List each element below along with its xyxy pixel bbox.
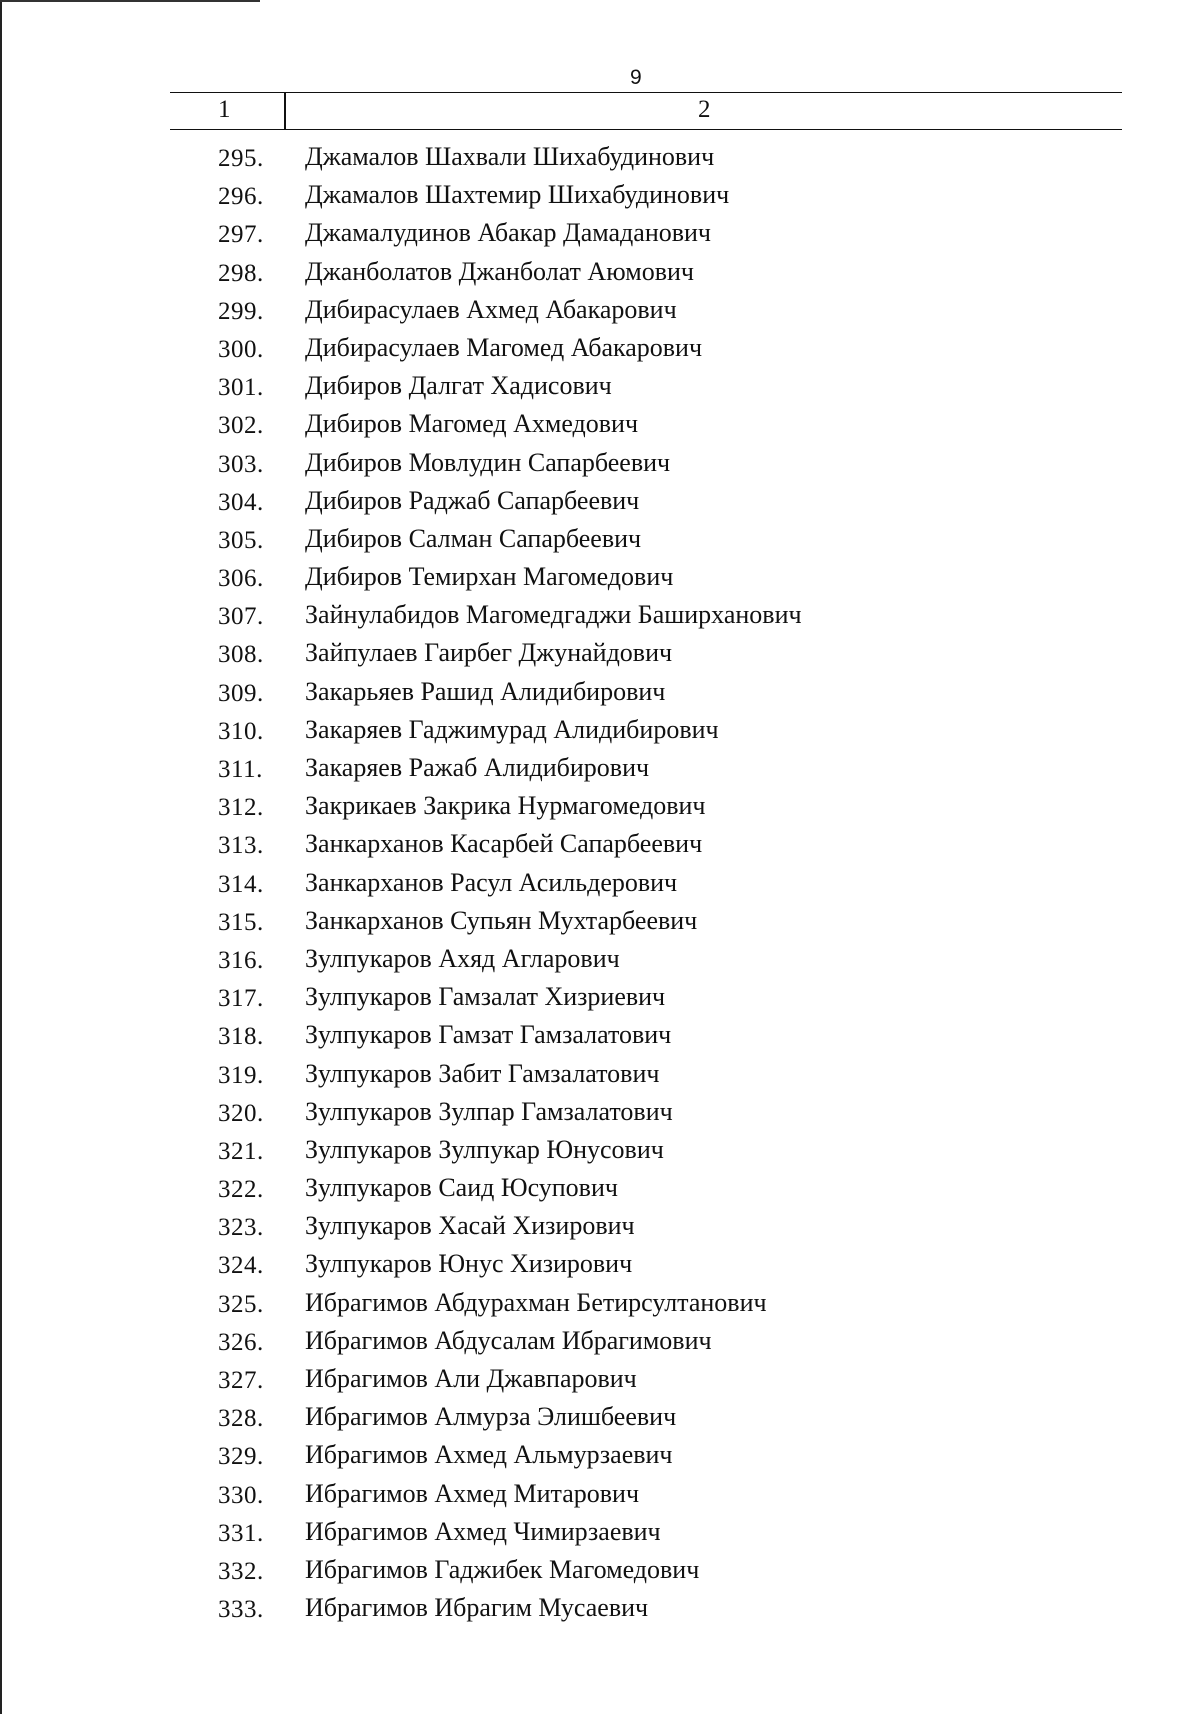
row-number: 325. — [218, 1290, 264, 1318]
list-item — [0, 982, 1200, 1023]
person-name: Ибрагимов Абдурахман Бетирсултанович — [305, 1287, 767, 1317]
row-number: 297. — [218, 221, 264, 249]
person-name: Дибирасулаев Магомед Абакарович — [305, 332, 703, 362]
person-name: Зулпукаров Забит Гамзалатович — [305, 1058, 660, 1088]
list-item — [0, 1325, 1200, 1367]
list-item — [0, 753, 1200, 794]
column-divider — [284, 93, 286, 129]
list-item — [0, 867, 1200, 909]
row-number: 329. — [218, 1443, 264, 1471]
person-name: Джамалов Шахтемир Шихабудинович — [305, 180, 730, 210]
row-number: 324. — [218, 1252, 264, 1280]
row-number: 312. — [218, 794, 264, 822]
row-number: 317. — [218, 985, 264, 1013]
column-2-header: 2 — [698, 96, 711, 123]
list-item — [0, 1440, 1200, 1481]
row-number: 316. — [218, 946, 264, 974]
list-item — [0, 562, 1200, 603]
row-number: 302. — [218, 412, 264, 440]
person-name: Дибиров Далгат Хадисович — [305, 371, 612, 401]
row-number: 333. — [218, 1596, 264, 1624]
list-item — [0, 218, 1200, 259]
person-name: Зулпукаров Ахяд Агларович — [305, 943, 620, 973]
person-name: Ибрагимов Ибрагим Мусаевич — [305, 1593, 649, 1623]
person-name: Занкарханов Касарбей Сапарбеевич — [305, 829, 703, 859]
row-number: 326. — [218, 1328, 264, 1356]
person-name: Зулпукаров Гамзалат Хизриевич — [305, 982, 666, 1012]
person-name: Дибиров Магомед Ахмедович — [305, 409, 639, 439]
person-name: Закрикаев Закрика Нурмагомедович — [305, 791, 706, 821]
row-number: 308. — [218, 641, 264, 669]
table-header — [170, 92, 1122, 130]
list-item — [0, 791, 1200, 832]
person-name: Зайнулабидов Магомедгаджи Баширханович — [305, 600, 802, 630]
row-number: 311. — [218, 756, 263, 783]
row-number: 331. — [218, 1519, 264, 1547]
row-number: 318. — [218, 1023, 264, 1051]
list-item — [0, 142, 1200, 183]
person-name: Дибиров Темирхан Магомедович — [305, 562, 674, 592]
person-name: Зайпулаев Гаирбег Джунайдович — [305, 638, 673, 668]
person-name: Занкарханов Расул Асильдерович — [305, 867, 678, 897]
list-item — [0, 1249, 1200, 1290]
person-name: Ибрагимов Ахмед Альмурзаевич — [305, 1440, 673, 1470]
list-item — [0, 638, 1200, 679]
scan-top-edge — [0, 0, 260, 2]
row-number: 299. — [218, 297, 264, 325]
list-item — [0, 1096, 1200, 1138]
list-item — [0, 485, 1200, 527]
list-item — [0, 256, 1200, 298]
person-name: Закарьяев Рашид Алидибирович — [305, 676, 666, 706]
person-name: Ибрагимов Гаджибек Магомедович — [305, 1554, 700, 1584]
person-name: Джамалов Шахвали Шихабудинович — [305, 142, 715, 171]
list-item — [0, 600, 1200, 641]
list-item — [0, 1478, 1200, 1520]
person-name: Зулпукаров Зулпукар Юнусович — [305, 1134, 664, 1164]
row-number: 295. — [218, 145, 264, 172]
list-item — [0, 1020, 1200, 1061]
list-item — [0, 1554, 1200, 1596]
row-number: 320. — [218, 1099, 264, 1127]
list-item — [0, 1287, 1200, 1329]
person-name: Ибрагимов Ахмед Чимирзаевич — [305, 1516, 661, 1546]
list-item — [0, 943, 1200, 985]
person-name: Дибирасулаев Ахмед Абакарович — [305, 294, 677, 324]
row-number: 328. — [218, 1405, 264, 1433]
row-number: 301. — [218, 374, 264, 402]
person-name: Дибиров Раджаб Сапарбеевич — [305, 485, 640, 515]
person-name: Закаряев Гаджимурад Алидибирович — [305, 714, 719, 744]
list-item — [0, 1593, 1200, 1634]
person-name: Ибрагимов Ахмед Митарович — [305, 1478, 640, 1508]
row-number: 323. — [218, 1214, 264, 1242]
person-name: Занкарханов Супьян Мухтарбеевич — [305, 905, 698, 935]
list-item — [0, 1211, 1200, 1252]
person-name: Джанболатов Джанболат Аюмович — [305, 256, 694, 286]
person-name: Джамалудинов Абакар Дамаданович — [305, 218, 711, 248]
row-number: 315. — [218, 908, 264, 936]
list-item — [0, 1364, 1200, 1405]
row-number: 303. — [218, 450, 264, 478]
list-item — [0, 294, 1200, 336]
row-number: 296. — [218, 183, 264, 211]
list-item — [0, 714, 1200, 756]
list-item — [0, 1402, 1200, 1443]
person-name: Ибрагимов Абдусалам Ибрагимович — [305, 1325, 712, 1355]
row-number: 330. — [218, 1481, 264, 1509]
person-name: Зулпукаров Хасай Хизирович — [305, 1211, 635, 1241]
list-item — [0, 371, 1200, 412]
person-name: Закаряев Ражаб Алидибирович — [305, 753, 650, 782]
name-list — [0, 142, 1200, 1634]
person-name: Ибрагимов Алмурза Элишбеевич — [305, 1402, 677, 1432]
list-item — [0, 1516, 1200, 1558]
list-item — [0, 1134, 1200, 1176]
list-item — [0, 180, 1200, 221]
row-number: 307. — [218, 603, 264, 631]
row-number: 332. — [218, 1557, 264, 1585]
list-item — [0, 1173, 1200, 1214]
row-number: 321. — [218, 1137, 264, 1165]
page-number: 9 — [630, 66, 642, 89]
list-item — [0, 523, 1200, 565]
list-item — [0, 447, 1200, 489]
row-number: 306. — [218, 565, 264, 593]
row-number: 322. — [218, 1176, 264, 1204]
list-item — [0, 829, 1200, 870]
row-number: 310. — [218, 717, 264, 745]
person-name: Дибиров Салман Сапарбеевич — [305, 523, 642, 553]
list-item — [0, 1058, 1200, 1100]
row-number: 314. — [218, 870, 264, 898]
list-item — [0, 905, 1200, 947]
list-item — [0, 332, 1200, 374]
person-name: Зулпукаров Гамзат Гамзалатович — [305, 1020, 672, 1050]
row-number: 327. — [218, 1367, 264, 1394]
row-number: 319. — [218, 1061, 264, 1089]
column-1-header: 1 — [218, 96, 231, 123]
person-name: Зулпукаров Юнус Хизирович — [305, 1249, 633, 1279]
row-number: 309. — [218, 679, 264, 707]
list-item — [0, 676, 1200, 718]
list-item — [0, 409, 1200, 450]
row-number: 298. — [218, 259, 264, 287]
person-name: Зулпукаров Зулпар Гамзалатович — [305, 1096, 673, 1126]
row-number: 304. — [218, 488, 264, 516]
row-number: 305. — [218, 526, 264, 554]
row-number: 313. — [218, 832, 264, 860]
person-name: Дибиров Мовлудин Сапарбеевич — [305, 447, 671, 477]
row-number: 300. — [218, 335, 264, 363]
person-name: Ибрагимов Али Джавпарович — [305, 1364, 637, 1393]
person-name: Зулпукаров Саид Юсупович — [305, 1173, 618, 1203]
